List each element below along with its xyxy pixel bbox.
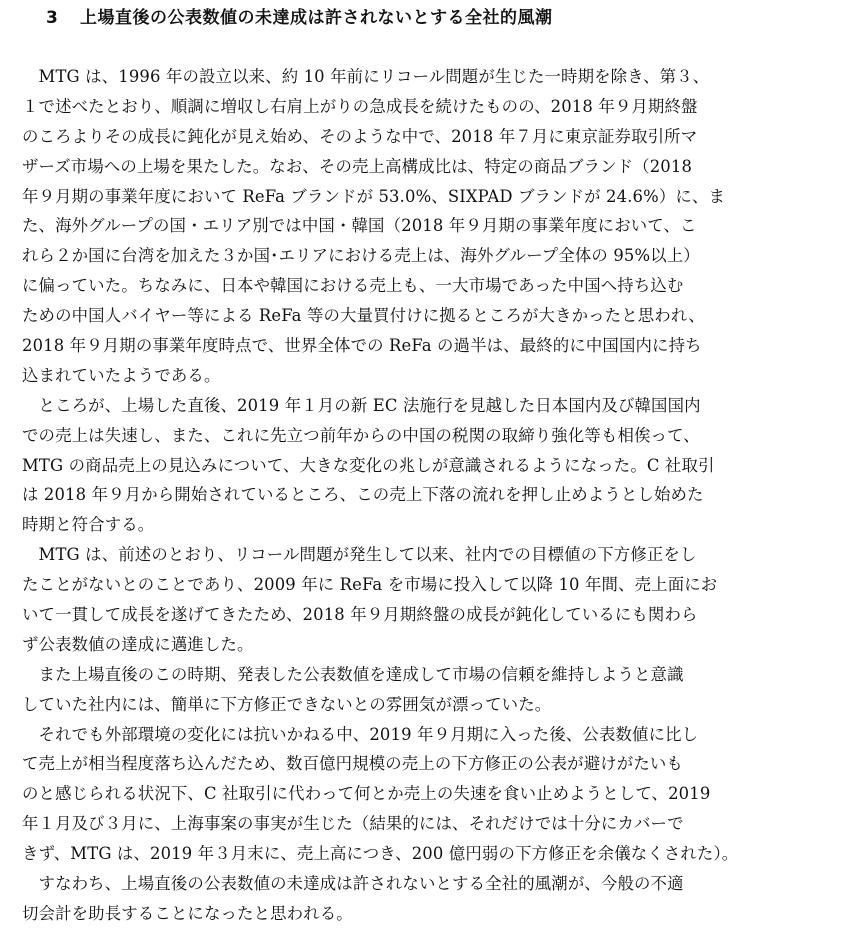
text-line: ザーズ市場への上場を果たした。なお、その売上高構成比は、特定の商品ブランド（2018: [22, 156, 693, 176]
text-line: ず公表数値の達成に邁進した。: [22, 634, 254, 654]
text-line: は 2018 年９月から開始されているところ、この売上下落の流れを押し止めようとし始めた: [22, 485, 704, 505]
text-line: MTG は、1996 年の設立以来、約 10 年前にリコール問題が生じた一時期を除き、第３、: [22, 67, 710, 86]
text-line: ところが、上場した直後、2019 年１月の新 EC 法施行を見越した日本国内及び韓国国内: [22, 395, 701, 415]
text-line: すなわち、上場直後の公表数値の未達成は許されないとする全社的風潮が、今般の不適: [22, 874, 684, 894]
text-line: て売上が相当程度落ち込んだため、数百億円規模の売上の下方修正の公表が避けがたいも: [22, 754, 683, 774]
section-number: 3: [46, 8, 59, 28]
text-line: 年９月期の事業年度において ReFa ブランドが 53.0%、SIXPAD ブランドが 24.6%）に、ま: [22, 186, 726, 206]
text-line: 切会計を助長することになったと思われる。: [22, 903, 353, 923]
section-heading: [46, 3, 553, 28]
section-title: 上場直後の公表数値の未達成は許されないとする全社的風潮: [80, 8, 553, 28]
text-line: MTG の商品売上の見込みについて、大きな変化の兆しが意識されるようになった。C 社取引: [22, 455, 715, 475]
text-line: たことがないとのことであり、2009 年に ReFa を市場に投入して以降 10 年間、売上面にお: [22, 575, 718, 595]
text-line: 2018 年９月期の事業年度時点で、世界全体での ReFa の過半は、最終的に中国国内に持ち: [22, 336, 702, 356]
text-line: での売上は失速し、また、これに先立つ前年からの中国の税関の取締り強化等も相俟って、: [22, 425, 700, 445]
text-line: ための中国人バイヤー等による ReFa 等の大量買付けに拠るところが大きかったと思われ、: [22, 306, 705, 326]
text-line: のと感じられる状況下、C 社取引に代わって何とか売上の失速を食い止めようとして、2019: [22, 784, 711, 804]
text-line: １で述べたとおり、順調に増収し右肩上がりの急成長を続けたものの、2018 年９月期終盤: [22, 96, 698, 116]
text-line: 年１月及び３月に、上海事案の事実が生じた（結果的には、それだけでは十分にカバーで: [22, 814, 684, 834]
text-line: 時期と符合する。: [22, 515, 155, 535]
text-line: いて一貫して成長を遂げてきたため、2018 年９月期終盤の成長が鈍化しているにも関わら: [22, 605, 698, 625]
text-line: た、海外グループの国・エリア別では中国・韓国（2018 年９月期の事業年度において、こ: [22, 216, 697, 236]
text-line: に偏っていた。ちなみに、日本や韓国における売上も、一大市場であった中国へ持ち込む: [22, 276, 684, 296]
text-line: のころよりその成長に鈍化が見え始め、そのような中で、2018 年７月に東京証券取引所マ: [22, 126, 698, 146]
text-line: していた社内には、簡単に下方修正できないとの雰囲気が漂っていた。: [22, 694, 552, 714]
text-line: れら２か国に台湾を加えた３か国･エリアにおける売上は、海外グループ全体の 95%以上）: [22, 246, 700, 266]
text-line: きず、MTG は、2019 年３月末に、売上高につき、200 億円弱の下方修正を余儀なくされた）。: [22, 844, 739, 864]
text-line: それでも外部環境の変化には抗いかねる中、2019 年９月期に入った後、公表数値に比し: [22, 724, 699, 744]
body-text: [22, 62, 822, 929]
text-line: また上場直後のこの時期、発表した公表数値を達成して市場の信頼を維持しようと意識: [22, 664, 684, 684]
text-line: 込まれていたようである。: [22, 365, 221, 385]
text-line: MTG は、前述のとおり、リコール問題が発生して以来、社内での目標値の下方修正をし: [22, 545, 697, 565]
